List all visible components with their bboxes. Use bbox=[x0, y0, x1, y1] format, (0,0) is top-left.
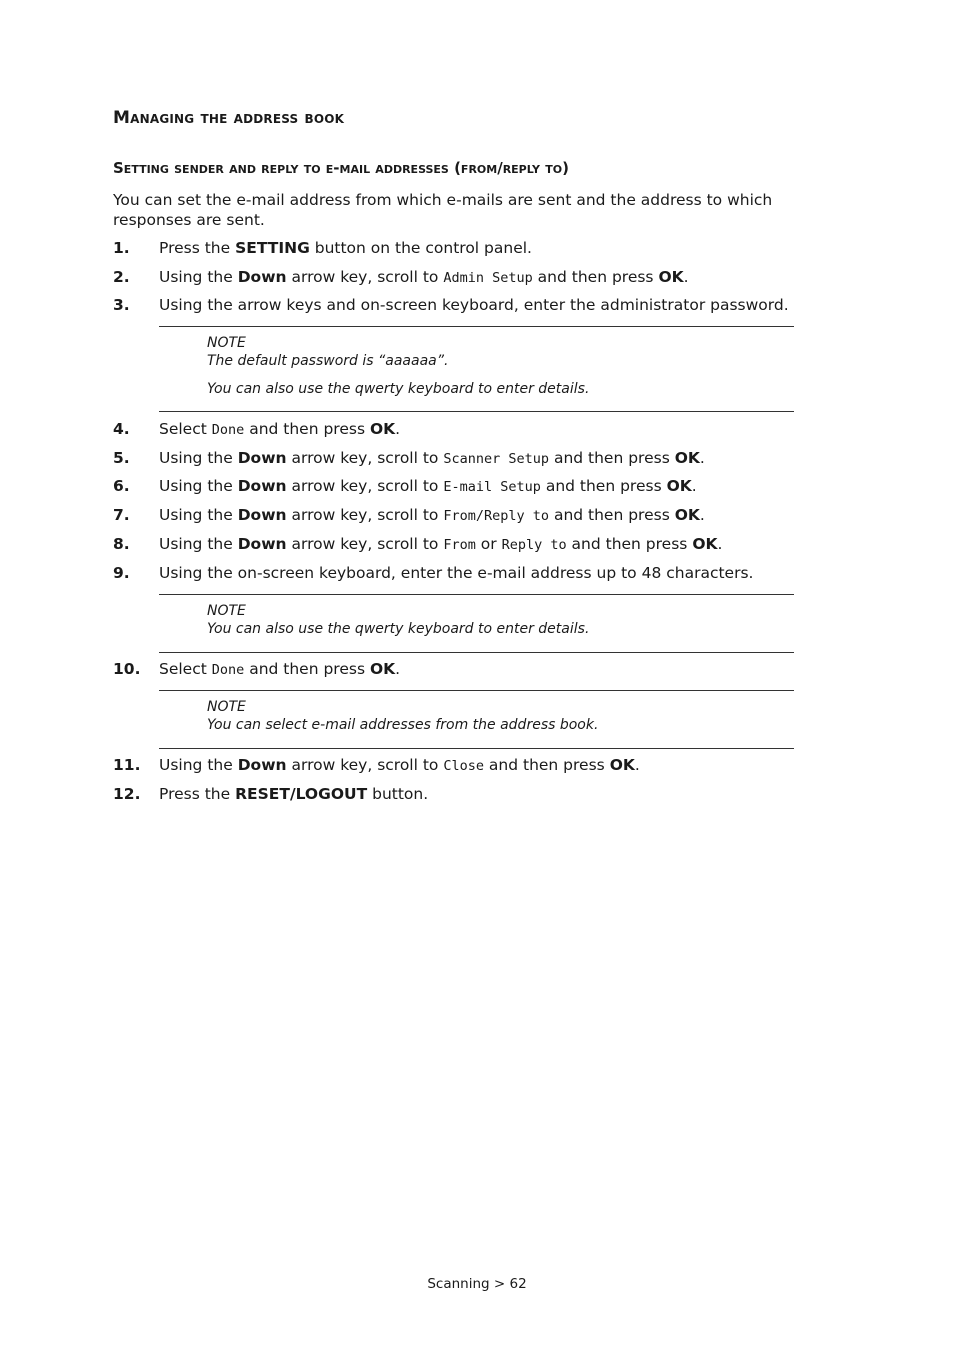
intro-paragraph: You can set the e-mail address from which e-mails are sent and the address to which responses are sent. bbox=[113, 191, 773, 229]
step-1: 1. Press the SETTING button on the control panel. bbox=[113, 239, 532, 257]
menu-item-name: Scanner Setup bbox=[443, 451, 550, 467]
step-number: 11. bbox=[113, 756, 141, 774]
step-8: 8. Using the Down arrow key, scroll to From or Reply to and then press OK. bbox=[113, 535, 723, 553]
step-12: 12. Press the RESET/LOGOUT button. bbox=[113, 785, 429, 803]
step-9: 9. Using the on-screen keyboard, enter the e-mail address up to 48 characters. bbox=[113, 564, 754, 582]
step-11: 11. Using the Down arrow key, scroll to Close and then press OK. bbox=[113, 756, 640, 774]
menu-item-name: Done bbox=[211, 422, 245, 438]
menu-item-name: Reply to bbox=[501, 537, 567, 553]
menu-item-name: Done bbox=[211, 662, 245, 678]
step-3: 3. Using the arrow keys and on-screen keyboard, enter the administrator password. bbox=[113, 296, 789, 314]
note-label: NOTE bbox=[207, 335, 246, 351]
page-footer: Scanning > 62 bbox=[427, 1276, 527, 1292]
step-number: 12. bbox=[113, 785, 141, 803]
step-number: 7. bbox=[113, 506, 130, 524]
subsection-heading: Setting sender and reply to e-mail addresses (from/reply to) bbox=[113, 159, 569, 177]
step-number: 5. bbox=[113, 449, 130, 467]
note-bottom-rule bbox=[159, 748, 794, 749]
step-2: 2. Using the Down arrow key, scroll to Admin Setup and then press OK. bbox=[113, 268, 689, 286]
step-4: 4. Select Done and then press OK. bbox=[113, 420, 401, 438]
note-top-rule bbox=[159, 594, 794, 595]
menu-item-name: Admin Setup bbox=[443, 270, 533, 286]
step-number: 9. bbox=[113, 564, 130, 582]
menu-item-name: From/Reply to bbox=[443, 508, 550, 524]
note-3: NOTE You can select e-mail addresses from the address book. bbox=[207, 699, 599, 733]
note-label: NOTE bbox=[207, 603, 246, 619]
note-bottom-rule bbox=[159, 411, 794, 412]
note-top-rule bbox=[159, 690, 794, 691]
note-top-rule bbox=[159, 326, 794, 327]
step-number: 3. bbox=[113, 296, 130, 314]
step-number: 8. bbox=[113, 535, 130, 553]
menu-item-name: From bbox=[443, 537, 476, 553]
step-number: 1. bbox=[113, 239, 130, 257]
note-bottom-rule bbox=[159, 652, 794, 653]
step-7: 7. Using the Down arrow key, scroll to From/Reply to and then press OK. bbox=[113, 506, 705, 524]
note-2: NOTE You can also use the qwerty keyboard to enter details. bbox=[207, 603, 590, 637]
step-10: 10. Select Done and then press OK. bbox=[113, 660, 401, 678]
note-label: NOTE bbox=[207, 699, 246, 715]
menu-item-name: E-mail Setup bbox=[443, 479, 541, 495]
step-number: 6. bbox=[113, 477, 130, 495]
step-number: 10. bbox=[113, 660, 141, 678]
step-5: 5. Using the Down arrow key, scroll to Scanner Setup and then press OK. bbox=[113, 449, 705, 467]
note-1: NOTE The default password is “aaaaaa”. You can also use the qwerty keyboard to enter details. bbox=[207, 335, 590, 397]
step-number: 4. bbox=[113, 420, 130, 438]
step-6: 6. Using the Down arrow key, scroll to E-mail Setup and then press OK. bbox=[113, 477, 697, 495]
menu-item-name: Close bbox=[443, 758, 484, 774]
section-heading: Managing the address book bbox=[113, 108, 345, 128]
step-number: 2. bbox=[113, 268, 130, 286]
